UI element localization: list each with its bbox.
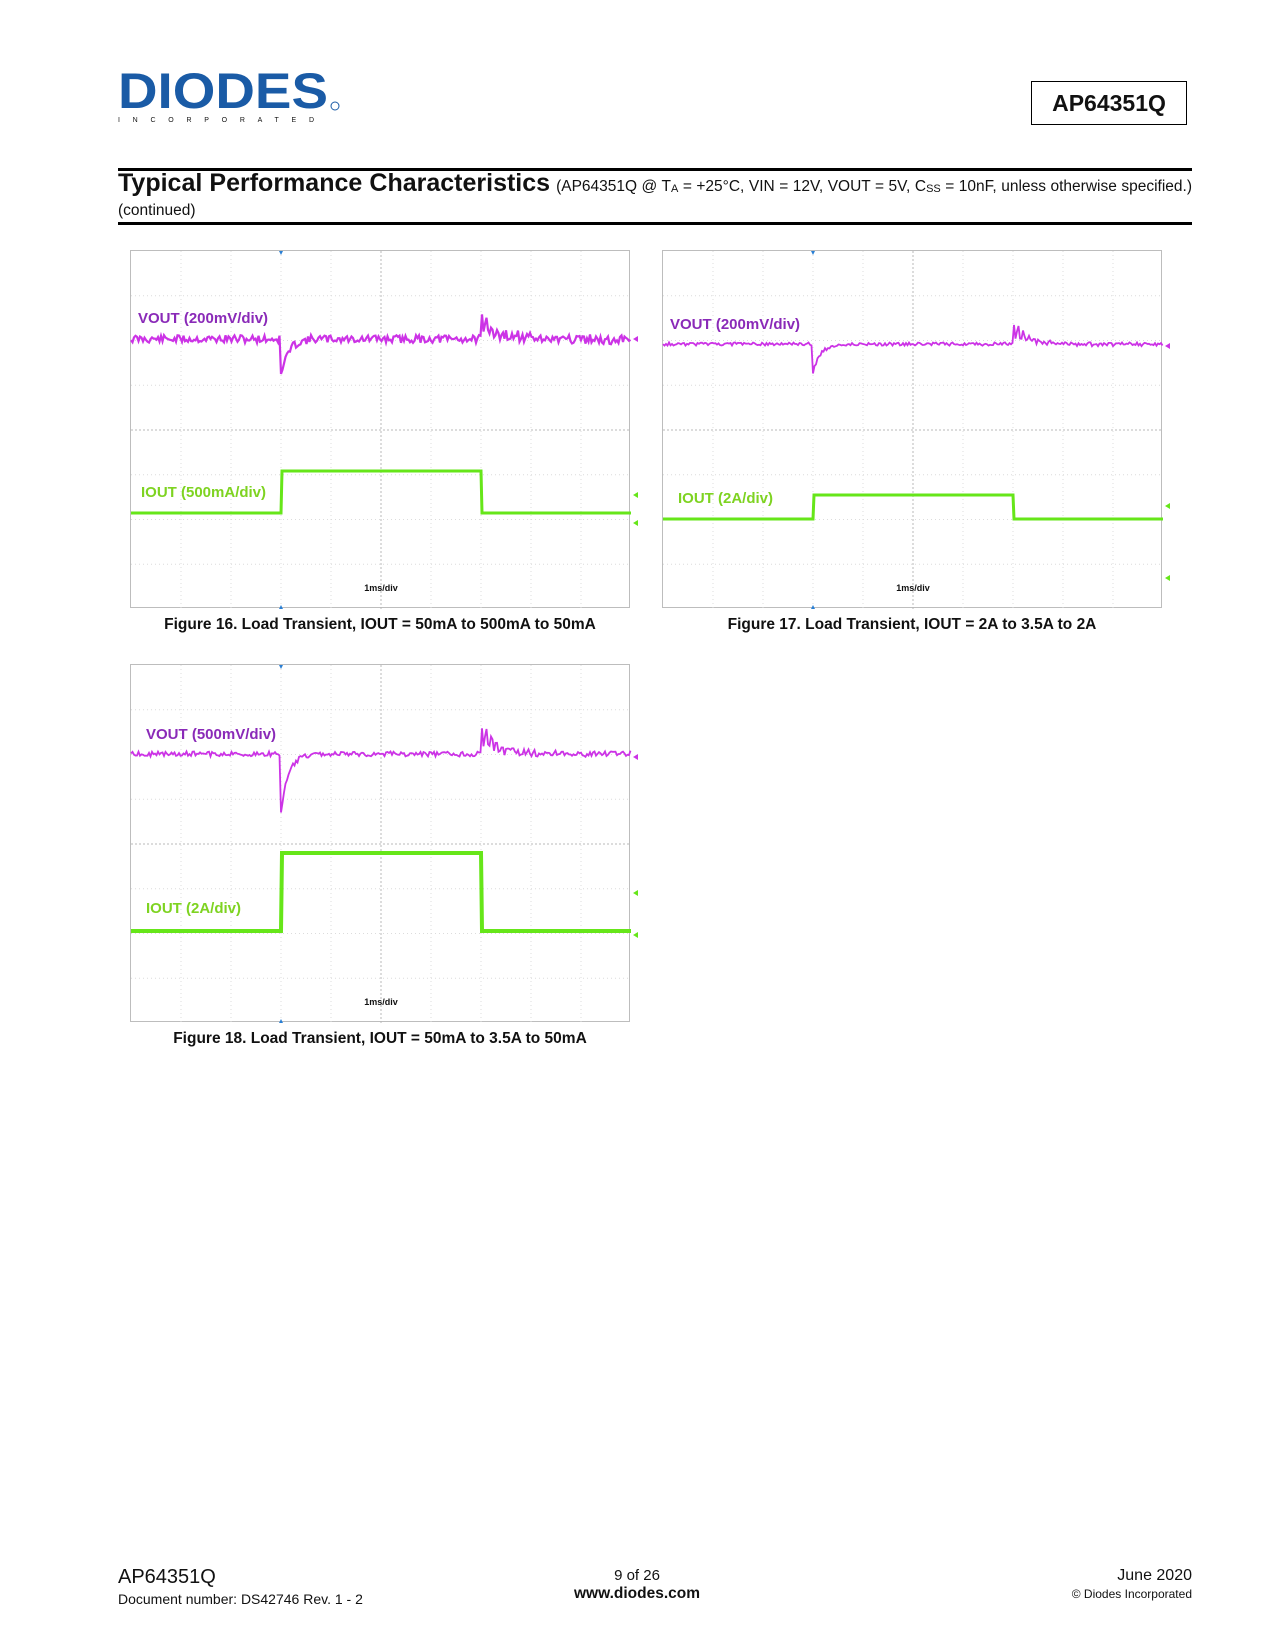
- footer-center: [537, 1567, 737, 1603]
- footer-copyright: © Diodes Incorporated: [1071, 1587, 1192, 1601]
- logo-wordmark: DIODES: [118, 66, 328, 119]
- trigger-marker-bottom: [279, 605, 283, 609]
- figure-18-caption: Figure 18. Load Transient, IOUT = 50mA to 3.5A to 50mA: [173, 1030, 587, 1047]
- scope-figure-16: [130, 250, 630, 608]
- vout-scale-label: VOUT (200mV/div): [670, 316, 801, 333]
- channel-2-marker: [633, 754, 638, 760]
- timebase-label: 1ms/div: [364, 997, 398, 1007]
- section-conditions-a: (AP64351Q @ T: [556, 178, 671, 195]
- trigger-level-marker: [633, 890, 638, 896]
- trigger-marker-top: [279, 665, 283, 669]
- section-conditions-a-sub: A: [670, 183, 679, 195]
- scope-screen: [131, 251, 631, 609]
- trigger-level-marker: [1165, 503, 1170, 509]
- scope-screen: [663, 251, 1163, 609]
- scope-grid: [131, 665, 631, 1023]
- section-heading: [118, 169, 1192, 222]
- footer-date: June 2020: [1117, 1567, 1192, 1584]
- footer-left: [118, 1566, 363, 1607]
- trigger-level-marker: [633, 492, 638, 498]
- trigger-marker-bottom: [279, 1019, 283, 1023]
- section-conditions-b-sub: SS: [926, 183, 941, 195]
- trigger-marker-top: [279, 251, 283, 255]
- trigger-marker-bottom: [811, 605, 815, 609]
- logo-subtext: INCORPORATED: [118, 117, 328, 124]
- scope-screen: [131, 665, 631, 1023]
- iout-scale-label: IOUT (2A/div): [146, 900, 242, 917]
- footer-website-link[interactable]: www.diodes.com: [573, 1585, 701, 1602]
- footer-document-number: Document number: DS42746 Rev. 1 - 2: [118, 1591, 363, 1607]
- vout-scale-label: VOUT (500mV/div): [146, 726, 277, 743]
- diodes-logo: [118, 66, 343, 126]
- vout-scale-label: VOUT (200mV/div): [138, 310, 269, 327]
- channel-2-marker: [633, 336, 638, 342]
- footer-part-number: AP64351Q: [118, 1566, 216, 1588]
- iout-scale-label: IOUT (500mA/div): [141, 484, 267, 501]
- scope-figure-17: [662, 250, 1162, 608]
- iout-trace: [131, 853, 631, 931]
- footer-right: [1072, 1567, 1192, 1601]
- section-conditions-c: = 10nF, unless otherwise specified.) (continued): [118, 178, 1192, 219]
- section-title: Typical Performance Characteristics: [118, 169, 551, 197]
- part-number-box: AP64351Q: [1031, 81, 1187, 125]
- channel-2-marker: [1165, 343, 1170, 349]
- figure-17-caption: Figure 17. Load Transient, IOUT = 2A to 3.5A to 2A: [727, 616, 1097, 633]
- channel-3-marker: [633, 932, 638, 938]
- section-conditions-b: = +25°C, VIN = 12V, VOUT = 5V, C: [678, 178, 927, 195]
- channel-3-marker: [1165, 575, 1170, 581]
- iout-scale-label: IOUT (2A/div): [678, 490, 774, 507]
- figure-16-caption: Figure 16. Load Transient, IOUT = 50mA to 500mA to 50mA: [164, 616, 596, 633]
- timebase-label: 1ms/div: [896, 583, 930, 593]
- channel-3-marker: [633, 520, 638, 526]
- footer-page-number: 9 of 26: [614, 1567, 660, 1584]
- timebase-label: 1ms/div: [364, 583, 398, 593]
- header-rule-bottom: [118, 222, 1192, 225]
- scope-grid: [131, 251, 631, 609]
- scope-grid: [663, 251, 1163, 609]
- trigger-marker-top: [811, 251, 815, 255]
- scope-figure-18: [130, 664, 630, 1022]
